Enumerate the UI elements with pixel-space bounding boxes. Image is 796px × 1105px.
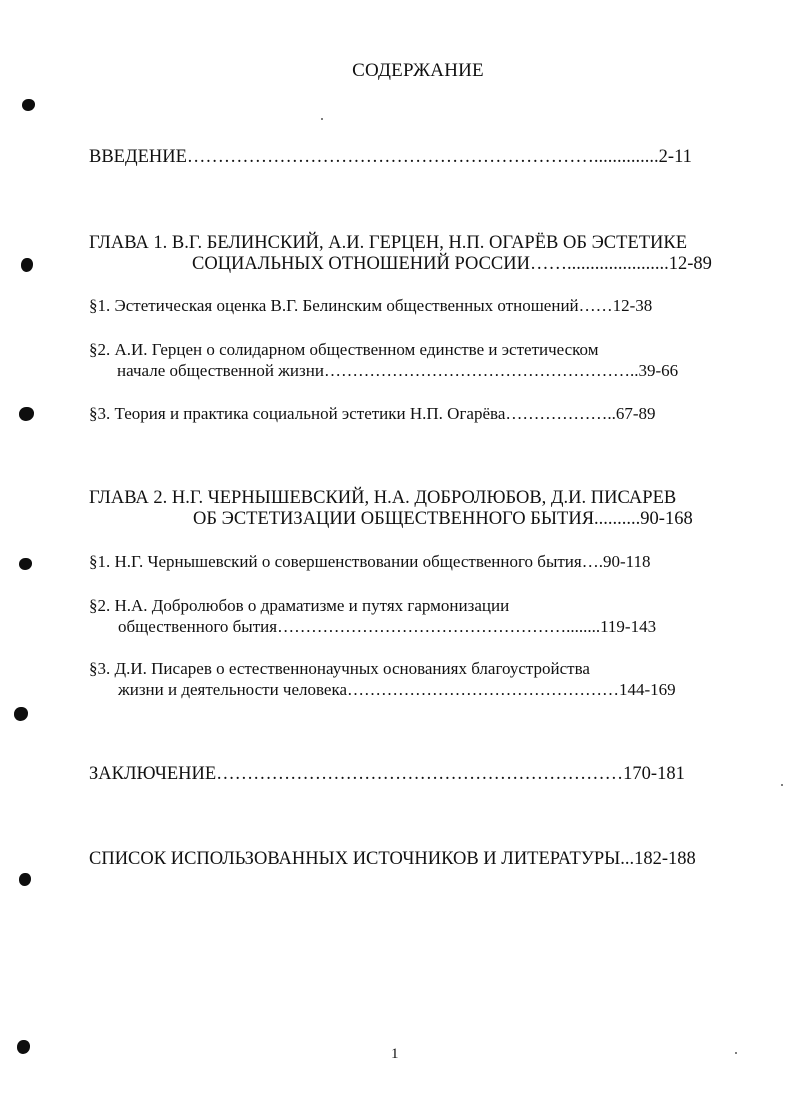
toc-chapter2-heading: ГЛАВА 2. Н.Г. ЧЕРНЫШЕВСКИЙ, Н.А. ДОБРОЛЮБОВ, Д.И. ПИСАРЕВ: [89, 488, 677, 508]
scan-speck: [781, 784, 783, 786]
toc-chapter1-section3: §3. Теория и практика социальной эстетики Н.П. Огарёва………………..67-89: [89, 404, 656, 423]
margin-blot: [19, 407, 34, 421]
margin-blot: [17, 1040, 30, 1054]
toc-bibliography: СПИСОК ИСПОЛЬЗОВАННЫХ ИСТОЧНИКОВ И ЛИТЕРАТУРЫ...182-188: [89, 849, 696, 869]
toc-conclusion: ЗАКЛЮЧЕНИЕ…………………………………………………………170-181: [89, 764, 685, 784]
toc-chapter1-heading: ГЛАВА 1. В.Г. БЕЛИНСКИЙ, А.И. ГЕРЦЕН, Н.П. ОГАРЁВ ОБ ЭСТЕТИКЕ: [89, 233, 688, 253]
page-number: 1: [391, 1046, 399, 1062]
margin-blot: [19, 873, 31, 886]
toc-chapter2-heading-cont: ОБ ЭСТЕТИЗАЦИИ ОБЩЕСТВЕННОГО БЫТИЯ..........90-168: [193, 509, 693, 529]
margin-blot: [19, 558, 32, 570]
toc-chapter2-section3-cont: жизни и деятельности человека…………………………………………144-169: [118, 680, 676, 699]
toc-chapter1-section1: §1. Эстетическая оценка В.Г. Белинским общественных отношений……12-38: [89, 296, 653, 315]
margin-blot: [22, 99, 35, 111]
toc-chapter1-section2: §2. А.И. Герцен о солидарном общественном единстве и эстетическом: [89, 340, 599, 359]
page-title: СОДЕРЖАНИЕ: [352, 60, 484, 81]
toc-intro: ВВЕДЕНИЕ…………………………………………………………..............2-11: [89, 147, 692, 167]
toc-chapter1-section2-cont: начале общественной жизни………………………………………………..39-66: [117, 361, 679, 380]
toc-chapter2-section2-cont: общественного бытия……………………………………………........119-143: [118, 617, 657, 636]
scan-speck: [321, 118, 323, 120]
toc-chapter2-section1: §1. Н.Г. Чернышевский о совершенствовании общественного бытия….90-118: [89, 552, 651, 571]
margin-blot: [14, 707, 28, 721]
toc-chapter2-section2: §2. Н.А. Добролюбов о драматизме и путях гармонизации: [89, 596, 510, 615]
toc-chapter2-section3: §3. Д.И. Писарев о естественнонаучных основаниях благоустройства: [89, 659, 590, 678]
margin-blot: [21, 258, 33, 272]
scan-speck: [735, 1052, 737, 1054]
toc-chapter1-heading-cont: СОЦИАЛЬНЫХ ОТНОШЕНИЙ РОССИИ……......................12-89: [192, 254, 712, 274]
